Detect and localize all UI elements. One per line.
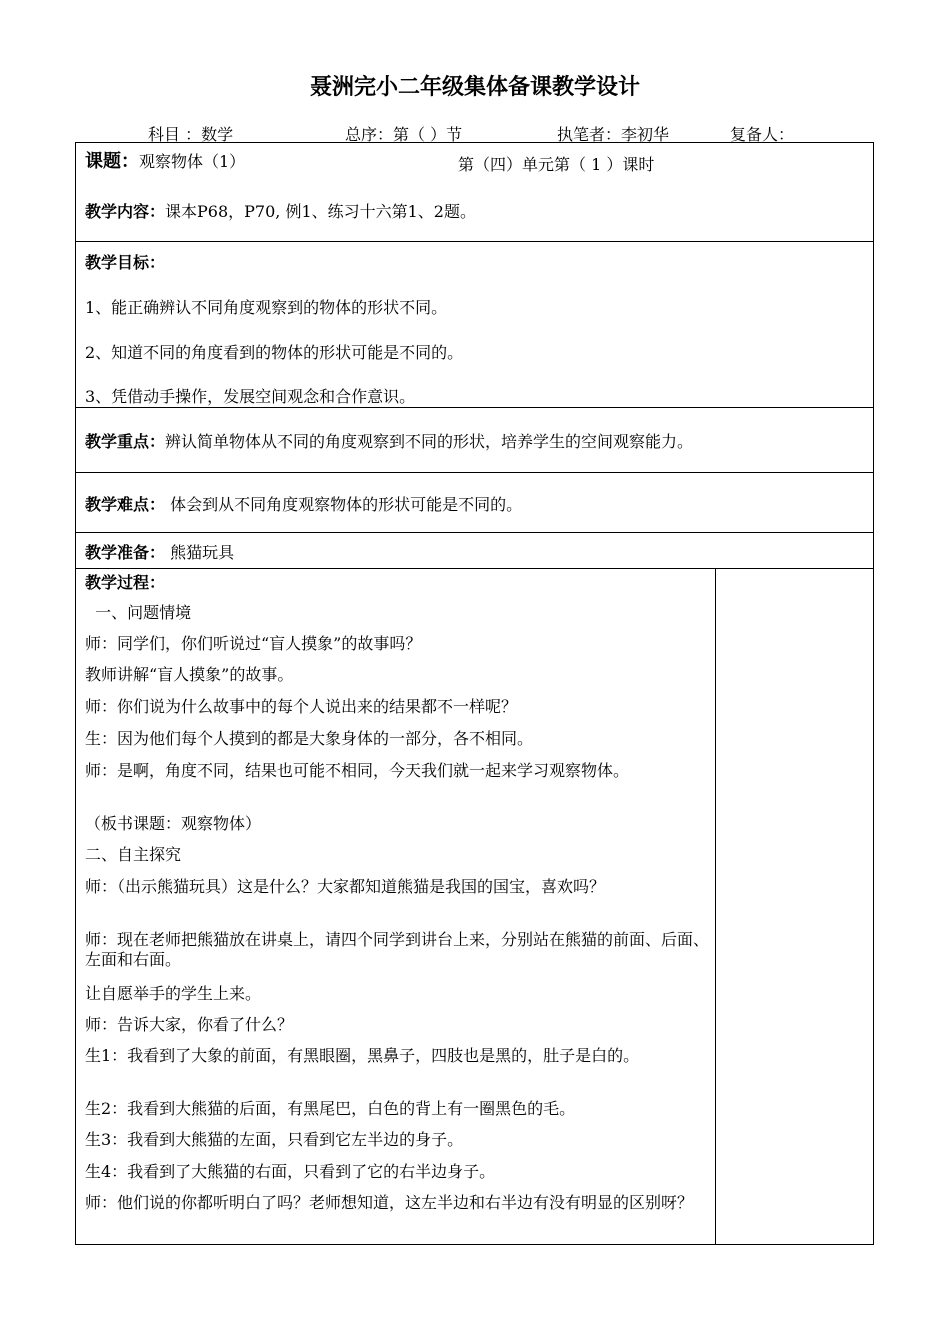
key-label: 教学重点： [85, 432, 166, 451]
goal-item: 2、知道不同的角度看到的物体的形状可能是不同的。 [85, 343, 464, 362]
prep-value: 熊猫玩具 [165, 543, 235, 562]
process-line: 生1：我看到了大象的前面，有黑眼圈，黑鼻子，四肢也是黑的，肚子是白的。 [85, 1046, 640, 1065]
prep-line [85, 543, 234, 563]
content-value: 课本P68，P70, 例1、练习十六第1、2题。 [165, 202, 476, 221]
process-divider [715, 568, 716, 1245]
process-line: 师：（出示熊猫玩具）这是什么？大家都知道熊猫是我国的国宝，喜欢吗？ [85, 877, 606, 896]
key-line [85, 432, 693, 452]
topic-line [85, 152, 245, 172]
content-line [85, 202, 476, 222]
meta-author: 执笔者：李初华 [557, 125, 670, 144]
process-line: 师：现在老师把熊猫放在讲桌上，请四个同学到讲台上来，分别站在熊猫的前面、后面、左面和右面。 [85, 930, 710, 969]
process-line: 师：同学们，你们听说过“盲人摸象”的故事吗？ [85, 634, 422, 653]
process-line: 一、问题情境 [85, 603, 192, 622]
difficulty-label: 教学难点： [85, 495, 166, 514]
process-line: 生2：我看到大熊猫的后面，有黑尾巴，白色的背上有一圈黑色的毛。 [85, 1099, 576, 1118]
meta-order: 总序：第（ ）节 [345, 125, 463, 144]
meta-subject: 科目 ：数学 [148, 125, 234, 144]
process-label: 教学过程： [85, 573, 166, 592]
topic-value: 观察物体（1） [139, 152, 246, 171]
process-line: 教师讲解“盲人摸象”的故事。 [85, 665, 294, 684]
meta-reviewer: 复备人： [730, 125, 795, 144]
process-line: 师：告诉大家，你看了什么？ [85, 1015, 294, 1034]
goals-label: 教学目标： [85, 253, 166, 272]
page-title: 聂洲完小二年级集体备课教学设计 [309, 75, 640, 100]
key-value: 辨认简单物体从不同的角度观察到不同的形状，培养学生的空间观察能力。 [165, 432, 694, 451]
difficulty-line [85, 495, 522, 515]
topic-label: 课题： [85, 151, 139, 172]
process-line: 师：你们说为什么故事中的每个人说出来的结果都不一样呢？ [85, 697, 518, 716]
process-line: 让自愿举手的学生上来。 [85, 984, 262, 1003]
process-line: 师：他们说的你都听明白了吗？老师想知道，这左半边和右半边有没有明显的区别呀？ [85, 1193, 694, 1212]
prep-label: 教学准备： [85, 543, 166, 562]
process-line: 生3：我看到大熊猫的左面，只看到它左半边的身子。 [85, 1130, 464, 1149]
goal-item: 3、凭借动手操作，发展空间观念和合作意识。 [85, 387, 416, 406]
difficulty-value: 体会到从不同角度观察物体的形状可能是不同的。 [165, 495, 523, 514]
unit-info: 第（四）单元第（ 1 ）课时 [458, 155, 655, 174]
content-label: 教学内容： [85, 202, 166, 221]
process-line: 二、自主探究 [85, 845, 182, 864]
process-line: （板书课题：观察物体） [85, 814, 262, 833]
goal-item: 1、能正确辨认不同角度观察到的物体的形状不同。 [85, 298, 448, 317]
goal-item-clip [85, 380, 785, 406]
process-line: 生4：我看到了大熊猫的右面，只看到了它的右半边身子。 [85, 1162, 496, 1181]
process-line: 师：是啊，角度不同，结果也可能不相同，今天我们就一起来学习观察物体。 [85, 761, 630, 780]
process-line: 生：因为他们每个人摸到的都是大象身体的一部分，各不相同。 [85, 729, 534, 748]
